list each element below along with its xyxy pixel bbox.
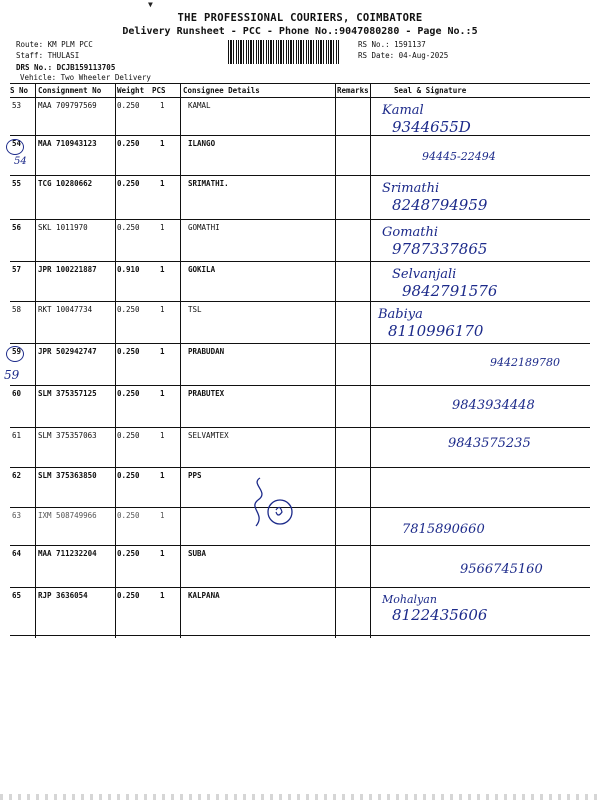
table-row: [10, 344, 590, 386]
row-sno: 54: [12, 139, 22, 148]
signature-name: Selvanjali: [392, 267, 457, 282]
handwritten-signature: [460, 562, 543, 577]
row-rule: [10, 635, 590, 636]
handwritten-signature: [382, 181, 487, 214]
handwritten-signature: [382, 103, 471, 136]
table-row: [10, 546, 590, 588]
staff-label: Staff: THULASI: [16, 51, 80, 60]
signature-name: Kamal: [382, 103, 424, 118]
handwritten-scribble: [240, 474, 300, 534]
row-weight: 0.250: [117, 389, 140, 398]
col-header-weight: Weight: [117, 86, 145, 95]
signature-phone: 9344655D: [392, 118, 471, 136]
signature-phone: 9842791576: [402, 282, 498, 300]
signature-phone: 8122435606: [392, 606, 488, 624]
runsheet-subtitle: Delivery Runsheet - PCC - Phone No.:9047080280 - Page No.:5: [122, 26, 478, 37]
row-pcs: 1: [160, 471, 165, 480]
table-row: [10, 98, 590, 136]
row-weight: 0.250: [117, 591, 140, 600]
signature-name: Babiya: [378, 307, 423, 322]
row-consignee: PRABUTEX: [188, 389, 225, 398]
row-consignment: SKL 1011970: [38, 223, 88, 232]
row-weight: 0.250: [117, 347, 140, 356]
handwritten-signature: [452, 398, 535, 413]
signature-name: Mohalyan: [382, 593, 437, 606]
row-pcs: 1: [160, 347, 165, 356]
top-arrow-mark: ▼: [148, 0, 153, 9]
row-consignee: KAMAL: [188, 101, 211, 110]
signature-phone: 8110996170: [388, 322, 484, 340]
table-row: [10, 302, 590, 344]
signature-phone: 9787337865: [392, 240, 488, 258]
row-sno: 64: [12, 549, 22, 558]
col-header-consignment: Consignment No: [38, 86, 102, 95]
signature-name: Gomathi: [382, 225, 439, 240]
handwritten-signature: [422, 150, 496, 163]
row-sno: 59: [12, 347, 22, 356]
row-pcs: 1: [160, 101, 165, 110]
barcode: [228, 40, 340, 64]
row-sno: 62: [12, 471, 22, 480]
row-pcs: 1: [160, 431, 165, 440]
company-title: THE PROFESSIONAL COURIERS, COIMBATORE: [177, 12, 423, 24]
row-pcs: 1: [160, 179, 165, 188]
margin-note-59: 59: [4, 368, 20, 382]
rs-number: RS No.: 1591137: [358, 40, 426, 49]
row-consignee: GOMATHI: [188, 223, 220, 232]
row-consignment: MAA 709797569: [38, 101, 97, 110]
route-label: Route: KM PLM PCC: [16, 40, 93, 49]
rs-date: RS Date: 04-Aug-2025: [358, 51, 449, 60]
row-pcs: 1: [160, 511, 165, 520]
row-consignee: ILANGO: [188, 139, 216, 148]
table-row: [10, 176, 590, 220]
row-sno: 65: [12, 591, 22, 600]
row-consignee: KALPANA: [188, 591, 220, 600]
table-row: [10, 136, 590, 176]
col-header-pcs: PCS: [152, 86, 166, 95]
row-weight: 0.250: [117, 471, 140, 480]
row-sno: 58: [12, 305, 22, 314]
row-weight: 0.250: [117, 305, 140, 314]
handwritten-signature: [448, 436, 531, 451]
circled-number-mark: [6, 346, 24, 362]
row-weight: 0.250: [117, 223, 140, 232]
circled-number-mark: [6, 139, 24, 155]
col-header-remarks: Remarks: [337, 86, 369, 95]
row-weight: 0.250: [117, 139, 140, 148]
row-weight: 0.250: [117, 179, 140, 188]
row-consignment: JPR 100221887: [38, 265, 97, 274]
margin-note-54: 54: [14, 156, 27, 167]
row-weight: 0.250: [117, 511, 140, 520]
row-consignment: SLM 375357063: [38, 431, 97, 440]
signature-phone: 8248794959: [392, 196, 488, 214]
table-row: [10, 468, 590, 508]
table-row: [10, 428, 590, 468]
scan-edge-artifact: [0, 794, 600, 800]
handwritten-signature: [402, 522, 485, 537]
row-sno: 55: [12, 179, 22, 188]
table-row: [10, 386, 590, 428]
col-header-sno: S No: [10, 86, 29, 95]
row-weight: 0.250: [117, 549, 140, 558]
vehicle-label: Vehicle: Two Wheeler Delivery: [20, 73, 151, 82]
row-pcs: 1: [160, 265, 165, 274]
row-weight: 0.910: [117, 265, 140, 274]
row-consignment: SLM 375357125: [38, 389, 97, 398]
row-consignee: GOKILA: [188, 265, 216, 274]
table-row: [10, 588, 590, 636]
row-consignment: MAA 711232204: [38, 549, 97, 558]
col-header-signature: Seal & Signature: [394, 86, 467, 95]
signature-phone: 7815890660: [402, 522, 485, 537]
row-consignee: SUBA: [188, 549, 207, 558]
row-sno: 60: [12, 389, 22, 398]
row-consignment: JPR 502942747: [38, 347, 97, 356]
row-pcs: 1: [160, 305, 165, 314]
handwritten-signature: [382, 225, 487, 258]
signature-phone: 9566745160: [460, 562, 543, 577]
row-consignee: PRABUDAN: [188, 347, 225, 356]
row-consignee: TSL: [188, 305, 202, 314]
row-weight: 0.250: [117, 431, 140, 440]
row-pcs: 1: [160, 223, 165, 232]
row-consignment: TCG 10280662: [38, 179, 93, 188]
col-header-consignee: Consignee Details: [183, 86, 260, 95]
row-consignment: RKT 10047734: [38, 305, 93, 314]
row-sno: 53: [12, 101, 22, 110]
handwritten-signature: [392, 267, 497, 300]
row-sno: 61: [12, 431, 22, 440]
row-sno: 57: [12, 265, 22, 274]
handwritten-signature: [378, 307, 483, 340]
signature-phone: 9442189780: [490, 356, 560, 369]
row-sno: 63: [12, 511, 22, 520]
row-consignee: SELVAMTEX: [188, 431, 229, 440]
row-consignee: PPS: [188, 471, 202, 480]
signature-phone: 9843934448: [452, 398, 535, 413]
table-row: [10, 508, 590, 546]
handwritten-signature: [382, 593, 487, 624]
row-consignment: IXM 508749966: [38, 511, 97, 520]
signature-phone: 94445-22494: [422, 150, 496, 163]
row-pcs: 1: [160, 549, 165, 558]
row-consignment: SLM 375363850: [38, 471, 97, 480]
row-pcs: 1: [160, 139, 165, 148]
drs-number: DRS No.: DCJB159113705: [16, 63, 116, 72]
row-consignment: RJP 3636054: [38, 591, 88, 600]
row-sno: 56: [12, 223, 22, 232]
signature-phone: 9843575235: [448, 436, 531, 451]
row-weight: 0.250: [117, 101, 140, 110]
row-pcs: 1: [160, 591, 165, 600]
row-consignee: SRIMATHI.: [188, 179, 229, 188]
table-row: [10, 220, 590, 262]
handwritten-signature: [490, 356, 560, 369]
table-top-rule: [10, 83, 590, 84]
table-row: [10, 262, 590, 302]
row-consignment: MAA 710943123: [38, 139, 97, 148]
signature-name: Srimathi: [382, 181, 440, 196]
row-pcs: 1: [160, 389, 165, 398]
